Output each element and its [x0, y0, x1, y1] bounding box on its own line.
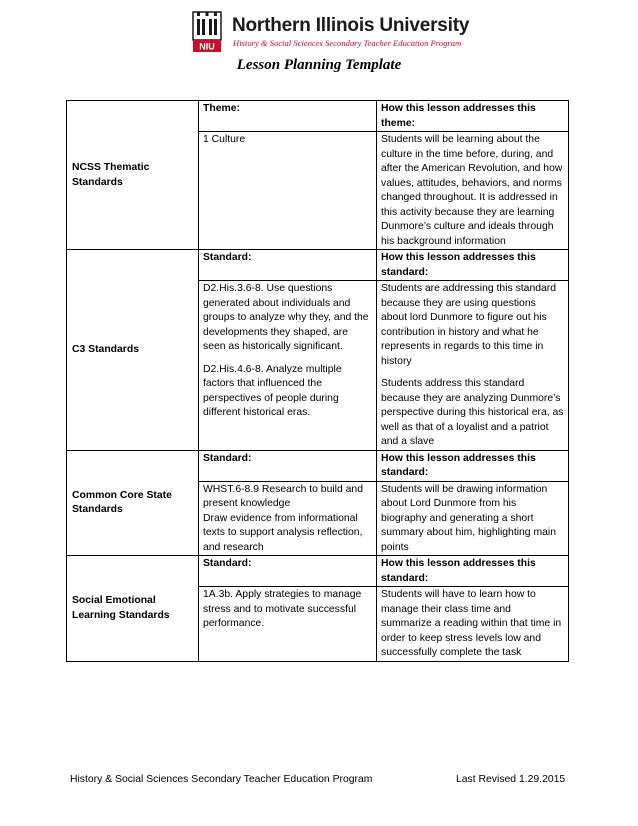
col2-header: How this lesson addresses this standard:	[377, 556, 569, 587]
footer-revised: Last Revised 1.29.2015	[456, 774, 566, 785]
category-sel: Social Emotional Learning Standards	[67, 556, 199, 662]
ncss-how: Students will be learning about the culture in the time before, during, and after the American Revolution, and how values, attitudes, behaviors, and norms changed throughout. It is addressed in this activity because they are learning Dunmore’s culture and ideals through his background information	[381, 134, 563, 247]
common-core-standard-2: Draw evidence from informational texts to support analysis reflection, and research	[203, 512, 363, 553]
university-name: Northern Illinois University	[232, 15, 470, 36]
common-core-how-cell	[377, 481, 569, 556]
niu-header	[190, 10, 470, 58]
footer-program: History & Social Sciences Secondary Teacher Education Program	[70, 774, 373, 785]
table-row	[67, 101, 569, 132]
sel-standard: 1A.3b. Apply strategies to manage stress and to motivate successful performance.	[203, 589, 362, 629]
col1-header: Standard:	[199, 250, 377, 281]
category-c3: C3 Standards	[67, 250, 199, 451]
logo-text: NIU	[199, 41, 215, 52]
c3-how-2: Students address this standard because they are analyzing Dunmore’s perspective during this historical era, as well as that of a loyalist and a patriot and a slave	[381, 378, 564, 447]
col1-header: Standard:	[199, 556, 377, 587]
col2-header: How this lesson addresses this standard:	[377, 250, 569, 281]
c3-standard-1: D2.His.3.6-8. Use questions generated about individuals and groups to analyze why they, and the developments they shaped, are seen as historically significant.	[203, 283, 369, 352]
ncss-theme-cell	[199, 132, 377, 250]
category-ncss: NCSS Thematic Standards	[67, 101, 199, 250]
program-name: History & Social Sciences Secondary Teacher Education Program	[233, 38, 462, 48]
niu-logo-icon	[190, 10, 224, 54]
ncss-how-cell	[377, 132, 569, 250]
col1-header: Standard:	[199, 450, 377, 481]
table-row	[67, 450, 569, 481]
table-row	[67, 250, 569, 281]
c3-how-1: Students are addressing this standard because they are using questions about lord Dunmore to figure out his contribution in history and what he represents in regards to this time in history	[381, 283, 557, 367]
table-row	[67, 556, 569, 587]
c3-standard-2: D2.His.4.6-8. Analyze multiple factors that influenced the perspectives of people during different historical eras.	[203, 363, 342, 418]
common-core-how: Students will be drawing information about Lord Dunmore from his biography and generating a short summary about him, highlighting main points	[381, 483, 556, 553]
lesson-planning-table	[66, 100, 569, 662]
col2-header: How this lesson addresses this theme:	[377, 101, 569, 132]
col1-header: Theme:	[199, 101, 377, 132]
common-core-standards-cell	[199, 481, 377, 556]
sel-standard-cell	[199, 587, 377, 662]
col2-header: How this lesson addresses this standard:	[377, 450, 569, 481]
c3-how-cell	[377, 281, 569, 451]
sel-how: Students will have to learn how to manage their class time and summarize a reading within that time in order to keep stress levels low and successfully complete the task	[381, 589, 562, 658]
common-core-standard-1: WHST.6-8.9 Research to build and present knowledge	[203, 483, 363, 509]
ncss-theme: 1 Culture	[203, 134, 246, 145]
sel-how-cell	[377, 587, 569, 662]
page-title: Lesson Planning Template	[236, 57, 402, 73]
c3-standards-cell	[199, 281, 377, 451]
category-common-core: Common Core State Standards	[67, 450, 199, 556]
